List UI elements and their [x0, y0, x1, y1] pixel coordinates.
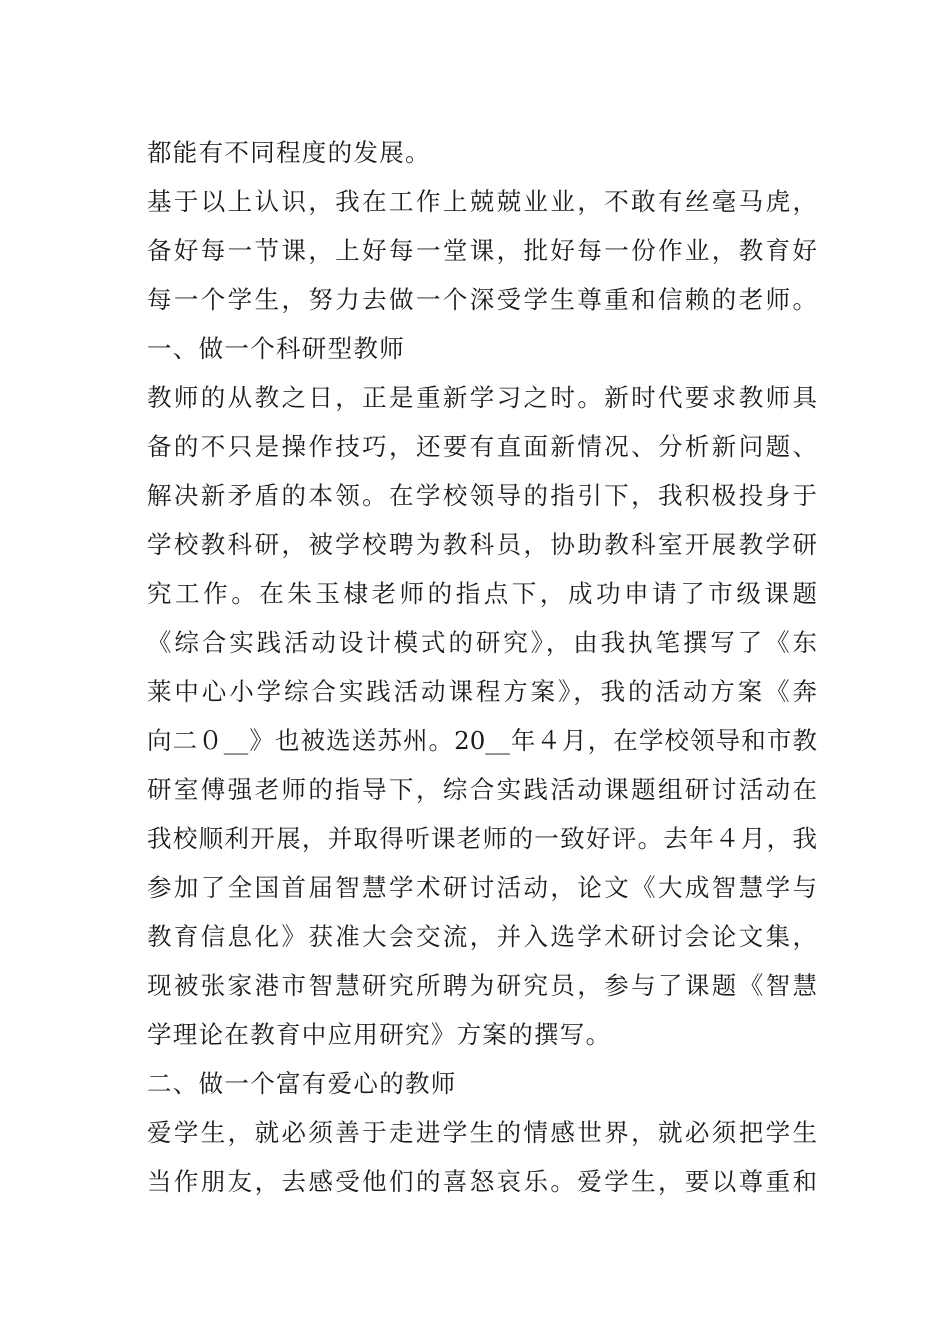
text-line: 《综合实践活动设计模式的研究》，由我执笔撰写了《东	[147, 628, 817, 657]
text-line: 学理论在教育中应用研究》方案的撰写。	[147, 1020, 612, 1049]
text-line: 都能有不同程度的发展。	[147, 138, 431, 167]
text-line: 每一个学生，努力去做一个深受学生尊重和信赖的老师。	[147, 285, 817, 314]
section-heading: 一、做一个科研型教师	[147, 334, 405, 363]
text-line: 备好每一节课，上好每一堂课，批好每一份作业，教育好	[147, 236, 817, 265]
text-line: 学校教科研，被学校聘为教科员，协助教科室开展教学研	[147, 530, 817, 559]
text-line: 莱中心小学综合实践活动课程方案》，我的活动方案《奔	[147, 677, 817, 706]
text-line: 解决新矛盾的本领。在学校领导的指引下，我积极投身于	[147, 481, 817, 510]
text-line: 当作朋友，去感受他们的喜怒哀乐。爱学生，要以尊重和	[147, 1167, 817, 1196]
text-line: 爱学生，就必须善于走进学生的情感世界，就必须把学生	[147, 1118, 817, 1147]
body-text	[147, 128, 817, 1206]
text-line: 究工作。在朱玉棣老师的指点下，成功申请了市级课题	[147, 579, 817, 608]
text-line: 基于以上认识，我在工作上兢兢业业，不敢有丝毫马虎，	[147, 187, 817, 216]
text-line: 参加了全国首届智慧学术研讨活动，论文《大成智慧学与	[147, 873, 817, 902]
text-line: 研室傅强老师的指导下，综合实践活动课题组研讨活动在	[147, 775, 817, 804]
text-line: 教育信息化》获准大会交流，并入选学术研讨会论文集，	[147, 922, 817, 951]
text-line: 现被张家港市智慧研究所聘为研究员，参与了课题《智慧	[147, 971, 817, 1000]
text-line: 我校顺利开展，并取得听课老师的一致好评。去年４月，我	[147, 824, 817, 853]
text-line: 教师的从教之日，正是重新学习之时。新时代要求教师具	[147, 383, 817, 412]
text-line: 备的不只是操作技巧，还要有直面新情况、分析新问题、	[147, 432, 817, 461]
section-heading: 二、做一个富有爱心的教师	[147, 1069, 457, 1098]
text-line: 向二０__》也被选送苏州。20__年４月，在学校领导和市教	[147, 726, 817, 755]
